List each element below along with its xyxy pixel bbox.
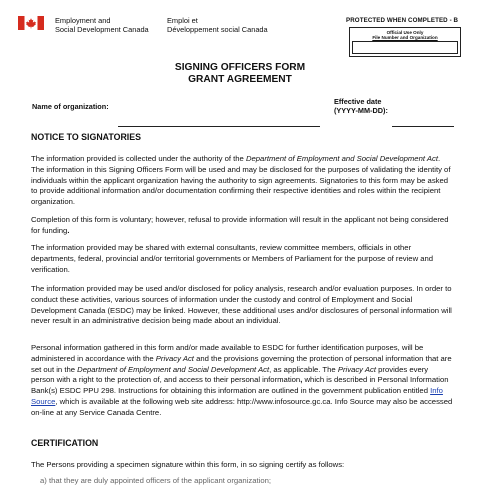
official-use-label: Official Use Only [386,30,424,35]
text: . The information in this Signing Officers Form will be used and may be disclosed for the purposes of validating the identity of individuals within the applicant organization having the authority to sign agreements. Signatories to this form may be asked to provide additional information and/or documentation confirming their respective identities and roles within the recipient organization. [31,154,451,207]
dept-en-line1: Employment and [55,16,111,25]
notice-paragraph-1 [31,154,453,208]
notice-heading: NOTICE TO SIGNATORIES [31,132,141,142]
text: The information provided is collected under the authority of the [31,154,246,163]
certification-heading: CERTIFICATION [31,438,99,448]
text: . [67,225,70,235]
text: provides every person with a right to the protection of, and access to their personal information [31,364,429,385]
file-number-label: File Number and Organization [372,35,438,40]
effective-date-field[interactable] [392,116,454,127]
org-name-label: Name of organization: [32,102,109,111]
text: and the provisions governing the protection of personal information that are set out in the [31,353,452,374]
text: , as applicable. The [269,364,338,374]
text: which is described in Personal Information Bank(s) ESDC PPU 298. Instructions for obtaining this information are outlined in the government publication entitled [31,375,449,396]
act-name: Privacy Act [155,353,194,363]
text: , which is available at the following web site address: http://www.infosource.gc.ca. Info Source may also be accessed on-line at any Service Canada Centre. [31,396,453,417]
text: , [300,375,303,385]
notice-paragraph-4: The information provided may be used and/or disclosed for policy analysis, research and/or evaluation purposes. In order to conduct these activities, various sources of information under the custody and control of Employment and Social Development Canada (ESDC) may be linked. However, these additional uses and/or disclosures of personal information will never result in an administrative decision being made about an individual. [31,284,452,326]
certification-paragraph-1: The Persons providing a specimen signature within this form, in so signing certify as follows: [31,460,345,469]
dept-fr-line2: Développement social Canada [167,25,268,34]
protected-label: PROTECTED WHEN COMPLETED - B [346,17,459,24]
department-name-english [55,16,149,34]
department-name-french [167,16,268,34]
notice-paragraph-5 [31,343,453,419]
text: Completion of this form is voluntary; however, refusal to provide information will result in the applicant not being considered for funding [31,215,449,235]
dept-en-line2: Social Development Canada [55,25,149,34]
effective-date-label-line2: (YYYY-MM-DD): [334,106,388,115]
effective-date-label [334,97,388,115]
canada-flag-icon [18,16,44,30]
official-use-box [349,27,461,57]
form-title-line1: SIGNING OFFICERS FORM [174,62,306,73]
act-name: Department of Employment and Social Development Act [77,364,270,374]
form-title-line2: GRANT AGREEMENT [188,74,292,85]
act-name: Department of Employment and Social Development Act [245,154,438,163]
certification-item-a: a) that they are duly appointed officers of the applicant organization; [40,476,272,485]
effective-date-label-line1: Effective date [334,97,382,106]
act-name: Privacy Act [337,364,376,374]
dept-fr-line1: Emploi et [167,16,198,25]
notice-paragraph-2 [31,215,453,237]
info-source-link[interactable]: Info Source [31,386,443,406]
file-number-field [352,41,458,54]
notice-paragraph-3: The information provided may be shared with external consultants, review committee members, officials in other departments, federal, provincial and/or territorial governments or Members of Parliament for the purpose of review and verification. [31,243,434,274]
form-title [0,62,480,86]
org-name-field[interactable] [118,116,320,127]
text: Personal information gathered in this form and/or made available to ESDC for further identification purposes, will be administered in accordance with the [31,343,424,363]
